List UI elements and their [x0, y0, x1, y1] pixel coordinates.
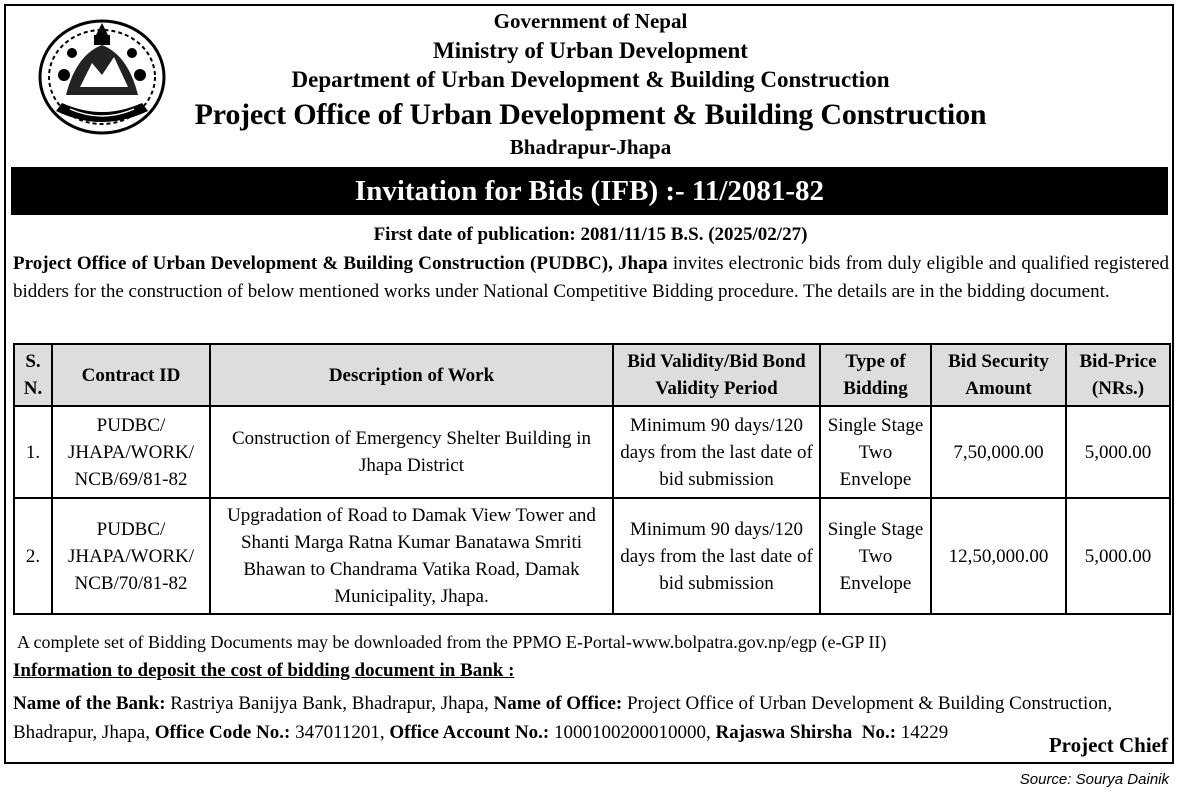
col-type: Type of Bidding	[820, 344, 931, 406]
cell-contract-id: PUDBC/ JHAPA/WORK/ NCB/69/81-82	[52, 406, 210, 498]
cell-sn: 2.	[14, 498, 52, 614]
cell-description: Construction of Emergency Shelter Building in Jhapa District	[210, 406, 613, 498]
cell-price: 5,000.00	[1066, 498, 1170, 614]
bids-table	[13, 343, 1171, 615]
account-label: Office Account No.:	[389, 722, 550, 743]
table-row	[14, 406, 1170, 498]
bank-value: Rastriya Banijya Bank, Bhadrapur, Jhapa,	[165, 693, 494, 714]
office-value: Project Office of Urban Development & Building Construction, Bhadrapur, Jhapa,	[13, 693, 1113, 743]
cell-security: 12,50,000.00	[931, 498, 1066, 614]
intro-bold: Project Office of Urban Development & Building Construction (PUDBC), Jhapa	[13, 253, 668, 274]
publication-date: First date of publication: 2081/11/15 B.S. (2025/02/27)	[373, 224, 808, 245]
deposit-heading: Information to deposit the cost of bidding document in Bank :	[13, 660, 515, 681]
col-price: Bid-Price (NRs.)	[1066, 344, 1170, 406]
bank-label: Name of the Bank:	[13, 693, 166, 714]
intro-rest: invites electronic bids from duly eligible and qualified registered bidders for the construction of below mentioned works under National Competitive Bidding procedure. The details are in the bidding document.	[13, 253, 1169, 302]
download-note: A complete set of Bidding Documents may be downloaded from the PPMO E-Portal-www.bolpatra.gov.np/egp (e-GP II)	[17, 632, 887, 652]
col-validity: Bid Validity/Bid Bond Validity Period	[613, 344, 820, 406]
cell-price: 5,000.00	[1066, 406, 1170, 498]
office-code-value: 347011201,	[290, 722, 390, 743]
signatory: Project Chief	[1048, 733, 1168, 757]
bank-details	[13, 689, 1169, 747]
col-security: Bid Security Amount	[931, 344, 1066, 406]
cell-security: 7,50,000.00	[931, 406, 1066, 498]
header-project-office: Project Office of Urban Development & Building Construction	[194, 98, 987, 131]
rajaswa-value: 14229	[896, 722, 949, 743]
ifb-title-banner: Invitation for Bids (IFB) :- 11/2081-82	[11, 167, 1168, 215]
cell-type: Single Stage Two Envelope	[820, 498, 931, 614]
cell-type: Single Stage Two Envelope	[820, 406, 931, 498]
col-contract-id: Contract ID	[52, 344, 210, 406]
cell-validity: Minimum 90 days/120 days from the last date of bid submission	[613, 498, 820, 614]
cell-description: Upgradation of Road to Damak View Tower and Shanti Marga Ratna Kumar Banatawa Smriti Bhawan to Chandrama Vatika Road, Damak Municipality, Jhapa.	[210, 498, 613, 614]
cell-sn: 1.	[14, 406, 52, 498]
intro-paragraph	[13, 250, 1169, 306]
office-code-label: Office Code No.:	[154, 722, 291, 743]
col-sn: S. N.	[14, 344, 52, 406]
cell-contract-id: PUDBC/ JHAPA/WORK/ NCB/70/81-82	[52, 498, 210, 614]
source-credit: Source: Sourya Dainik	[1019, 771, 1169, 788]
header-location: Bhadrapur-Jhapa	[509, 135, 672, 159]
col-description: Description of Work	[210, 344, 613, 406]
header-ministry: Ministry of Urban Development	[433, 38, 748, 63]
rajaswa-label: Rajaswa Shirsha No.:	[715, 722, 897, 743]
account-value: 1000100200010000,	[549, 722, 716, 743]
table-header-row	[14, 344, 1170, 406]
office-label: Name of Office:	[493, 693, 623, 714]
header-government: Government of Nepal	[493, 9, 688, 33]
cell-validity: Minimum 90 days/120 days from the last date of bid submission	[613, 406, 820, 498]
header-department: Department of Urban Development & Building Construction	[291, 67, 890, 92]
table-row	[14, 498, 1170, 614]
